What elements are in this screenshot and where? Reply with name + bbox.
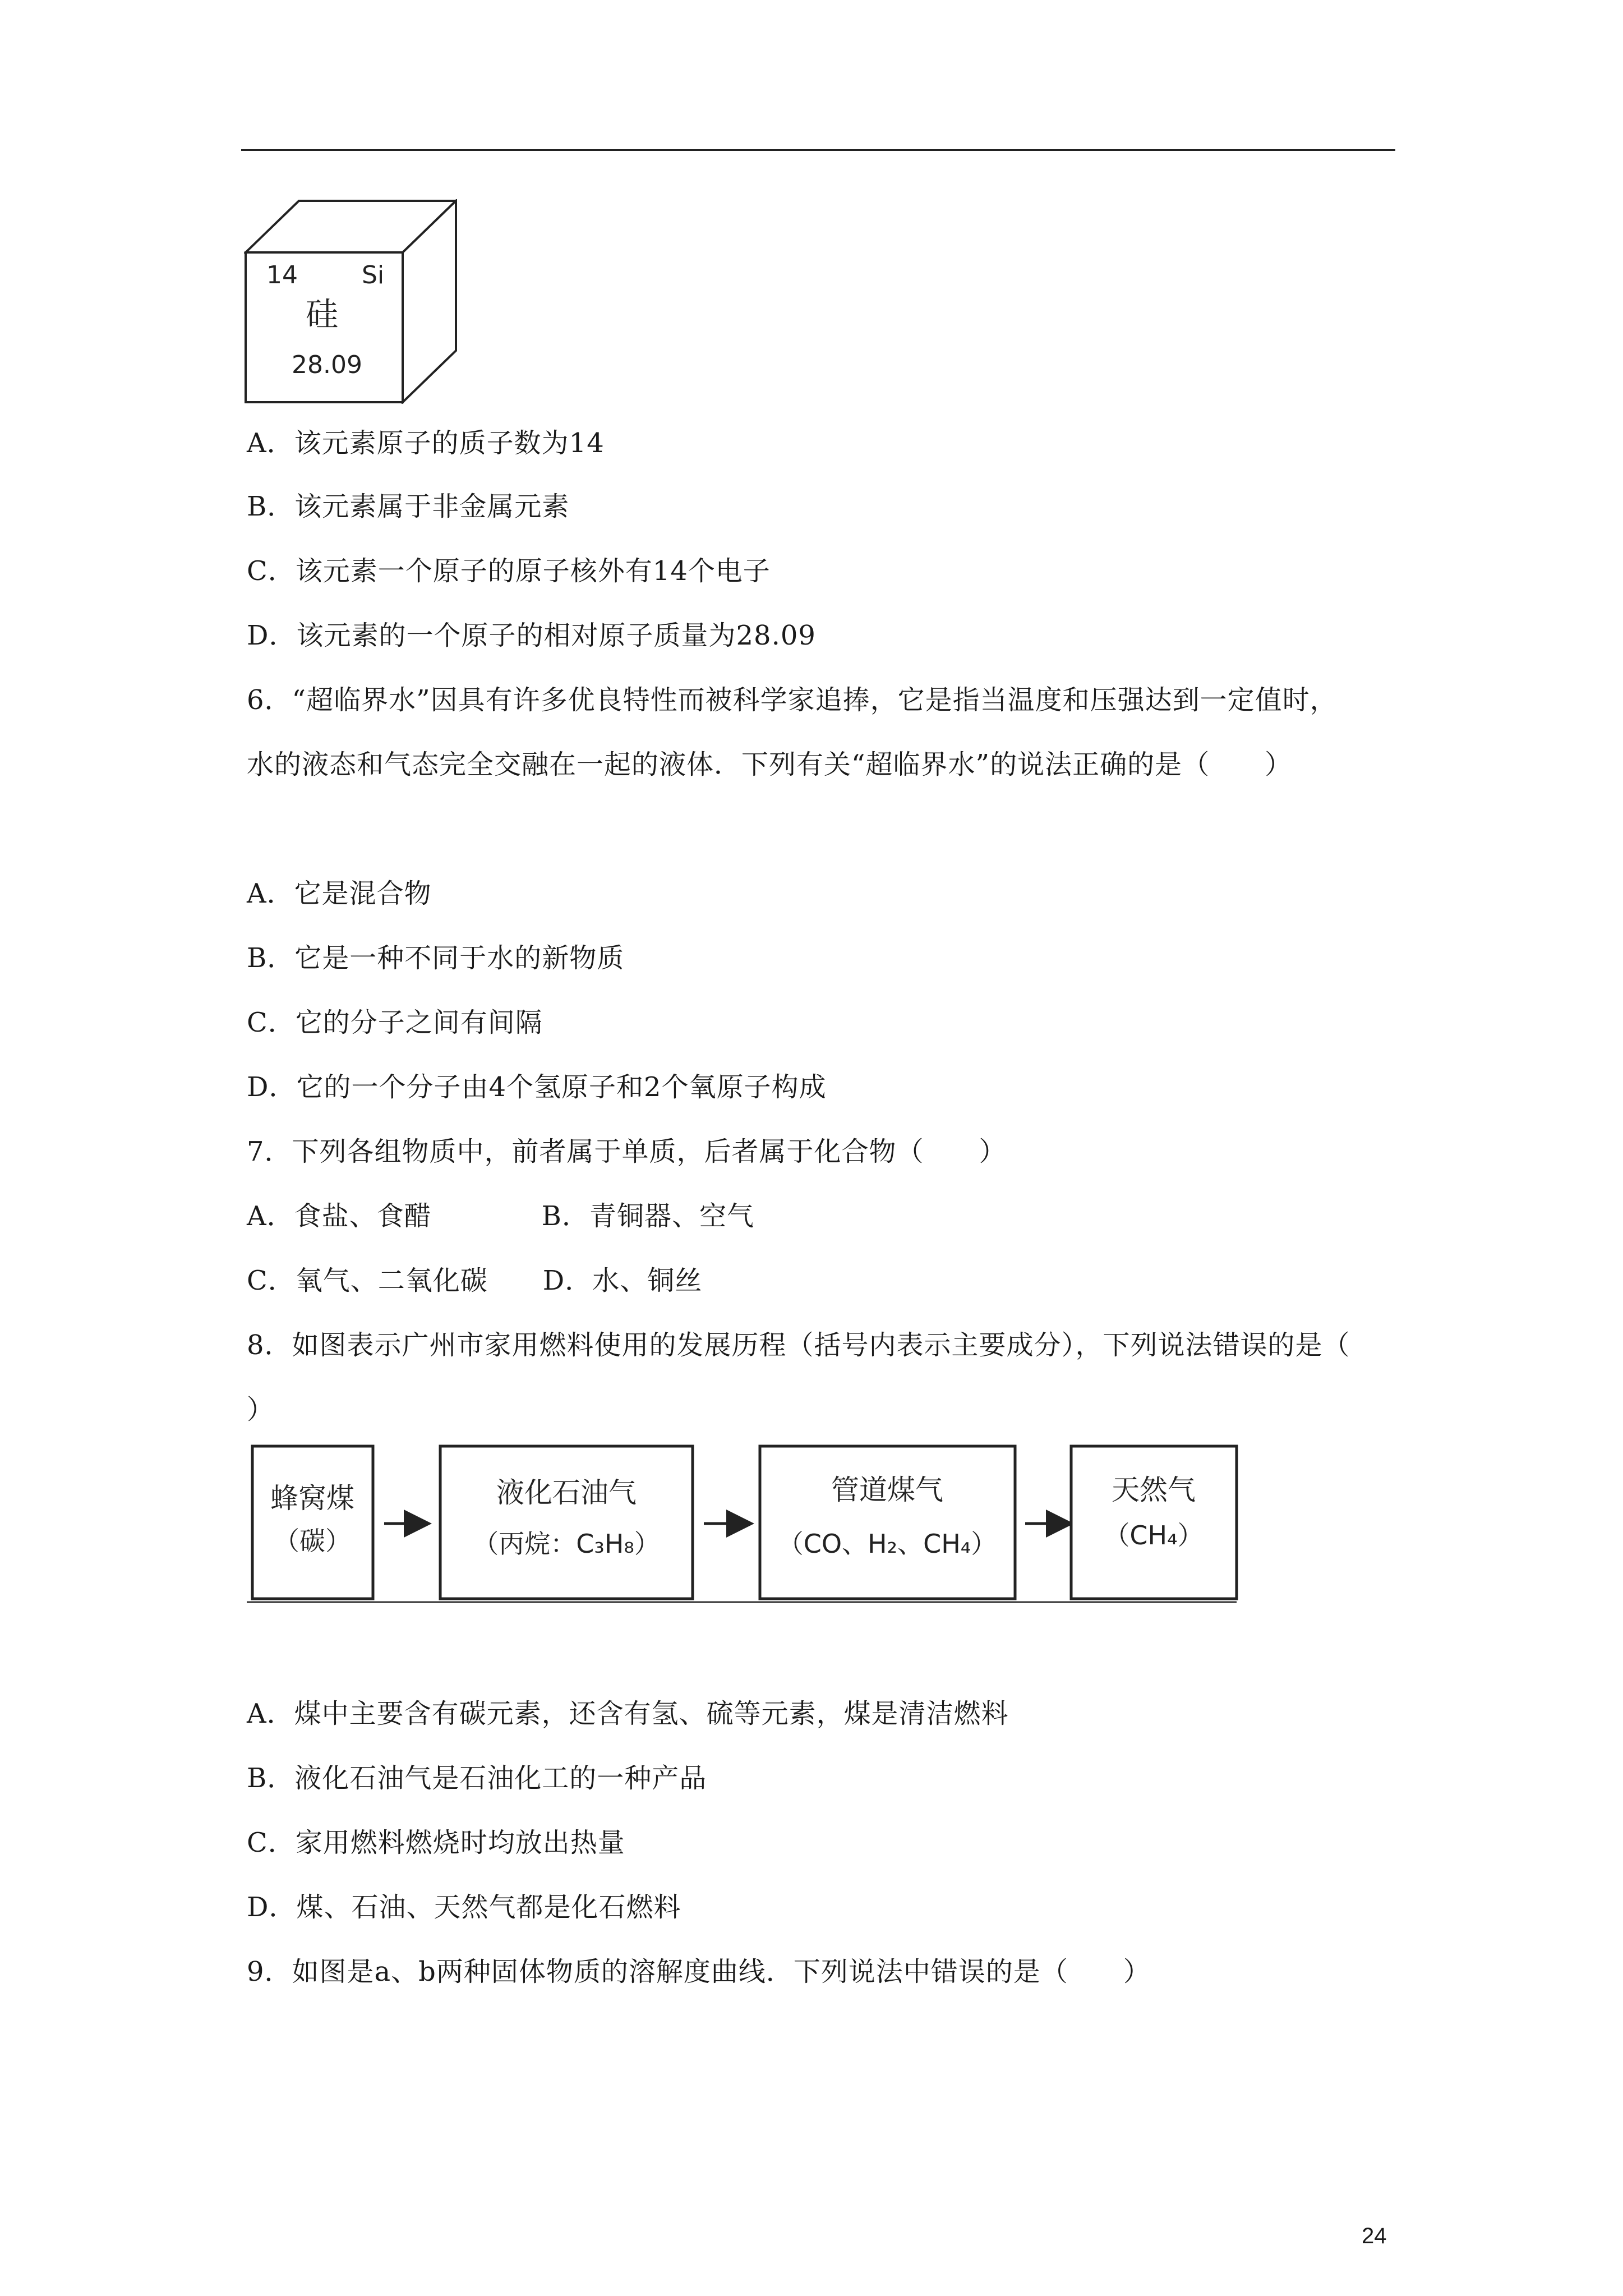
q8-option-b: B．液化石油气是石油化工的一种产品 [247,1763,707,1794]
q7-stem: 7．下列各组物质中，前者属于单质，后者属于化合物（ ） [247,1136,1007,1167]
flow-pipeline-name: 管道煤气 [831,1474,943,1506]
q6-option-b: B．它是一种不同于水的新物质 [247,942,625,974]
q5-option-d: D．该元素的一个原子的相对原子质量为28.09 [247,620,816,651]
flow-natural-gas-comp: （CH₄） [1104,1520,1204,1550]
q8-stem-line2: ） [247,1394,275,1425]
flow-lpg-comp: （丙烷：C₃H₈） [473,1529,660,1559]
q6-option-a: A．它是混合物 [247,878,432,909]
element-card-figure [244,199,457,404]
q8-option-a: A．煤中主要含有碳元素，还含有氢、硫等元素，煤是清洁燃料 [247,1698,1009,1729]
element-symbol: Si [362,261,385,289]
flow-natural-gas-name: 天然气 [1112,1474,1196,1506]
header-rule [241,149,1395,151]
flow-lpg-name: 液化石油气 [496,1476,637,1509]
q8-option-d: D．煤、石油、天然气都是化石燃料 [247,1892,681,1923]
q5-option-c: C．该元素一个原子的原子核外有14个电子 [247,555,771,587]
flow-box-coal [252,1446,373,1599]
q8-option-c: C．家用燃料燃烧时均放出热量 [247,1827,625,1858]
q7-options-row2: C．氧气、二氧化碳 D．水、铜丝 [247,1265,703,1296]
q5-option-b: B．该元素属于非金属元素 [247,491,570,522]
atomic-number: 14 [266,261,298,289]
q5-option-a: A．该元素原子的质子数为14 [247,427,605,459]
flow-coal-name: 蜂窝煤 [270,1482,354,1515]
element-name: 硅 [306,295,339,333]
fuel-flow-diagram [247,1441,1242,1606]
q6-option-d: D．它的一个分子由4个氢原子和2个氧原子构成 [247,1071,827,1103]
q7-options-row1: A．食盐、食醋 B．青铜器、空气 [247,1200,754,1232]
page-number: 24 [1362,2224,1387,2248]
q6-stem-line1: 6．“超临界水”因具有许多优良特性而被科学家追捧，它是指当温度和压强达到一定值时， [247,684,1338,716]
flow-box-lpg [440,1446,693,1599]
q6-stem-line2: 水的液态和气态完全交融在一起的液体．下列有关“超临界水”的说法正确的是（ ） [247,749,1293,780]
flow-box-pipeline-gas [760,1446,1015,1599]
atomic-mass: 28.09 [292,351,362,379]
flow-coal-comp: （碳） [274,1526,351,1556]
q9-stem: 9．如图是a、b两种固体物质的溶解度曲线．下列说法中错误的是（ ） [247,1956,1151,1987]
flow-box-natural-gas [1071,1446,1237,1599]
q6-option-c: C．它的分子之间有间隔 [247,1007,543,1038]
q8-stem-line1: 8．如图表示广州市家用燃料使用的发展历程（括号内表示主要成分），下列说法错误的是（ [247,1329,1350,1361]
flow-pipeline-comp: （CO、H₂、CH₄） [777,1529,997,1559]
